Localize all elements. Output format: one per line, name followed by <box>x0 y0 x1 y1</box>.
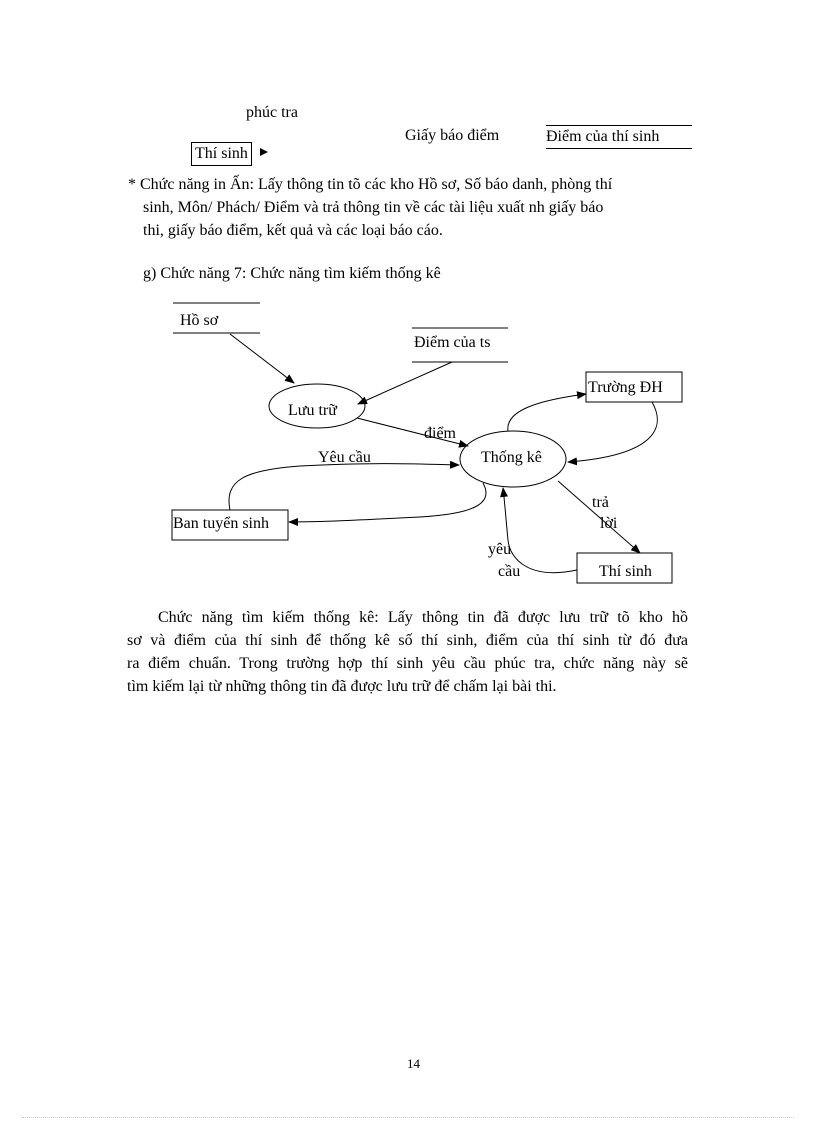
flow-diem-to-luu-tru <box>358 362 452 404</box>
datastore-diem-cua-thi-sinh: Điểm của thí sinh <box>546 125 692 149</box>
flow-thong-ke-to-thi-sinh <box>558 481 640 553</box>
flow-thong-ke-to-truong-dh <box>508 394 586 431</box>
print-function-line-3: thi, giấy báo điểm, kết quả và các loại báo cáo. <box>143 222 443 239</box>
label-diem-cua-ts: Điểm của ts <box>414 334 491 351</box>
label-thi-sinh: Thí sinh <box>599 563 652 580</box>
label-giay-bao-diem: Giấy báo điểm <box>405 127 500 144</box>
label-tra: trả <box>592 494 609 511</box>
label-ho-so: Hồ sơ <box>180 312 219 329</box>
description-paragraph <box>127 606 688 698</box>
flow-truong-dh-to-thong-ke <box>568 402 657 462</box>
label-yeu-cau: Yêu cầu <box>318 449 371 466</box>
flow-ban-tuyen-sinh-to-thong-ke <box>229 464 459 510</box>
flow-ho-so-to-luu-tru <box>230 334 294 383</box>
page-number: 14 <box>407 1056 420 1071</box>
label-phuc-tra: phúc tra <box>246 104 298 121</box>
label-diem: điểm <box>424 425 456 442</box>
label-luu-tru: Lưu trữ <box>288 402 337 419</box>
label-thong-ke: Thống kê <box>481 449 542 466</box>
label-cau: cầu <box>498 563 521 580</box>
label-ban-tuyen-sinh: Ban tuyển sinh <box>173 515 269 532</box>
print-function-line-1: * Chức năng in Ấn: Lấy thông tin tõ các kho Hồ sơ, Số báo danh, phòng thí <box>128 176 613 193</box>
label-truong-dh: Trường ĐH <box>588 379 663 396</box>
label-loi: lời <box>600 515 618 532</box>
entity-thi-sinh-top: Thí sinh <box>191 142 252 166</box>
label-yeu: yêu <box>488 541 512 558</box>
description-line-2: sơ và điểm của thí sinh để thống kê số thí sinh, điểm của thí sinh từ đó đưa <box>127 632 688 649</box>
description-line-1: Chức năng tìm kiếm thống kê: Lấy thông tin đã được lưu trữ tõ kho hồ <box>158 609 688 626</box>
print-function-line-2: sinh, Môn/ Phách/ Điểm và trả thông tin về các tài liệu xuất nh giấy báo <box>143 199 604 216</box>
description-line-3: ra điểm chuẩn. Trong trường hợp thí sinh yêu cầu phúc tra, chức năng này sẽ <box>127 655 688 672</box>
description-line-4: tìm kiếm lại từ những thông tin đã được lưu trữ để chấm lại bài thi. <box>127 678 557 695</box>
section-heading: g) Chức năng 7: Chức năng tìm kiếm thống kê <box>143 265 441 282</box>
page-bottom-divider <box>22 1117 794 1118</box>
flow-thi-sinh-to-thong-ke <box>503 488 577 573</box>
flow-thong-ke-to-ban-tuyen-sinh <box>289 483 486 522</box>
